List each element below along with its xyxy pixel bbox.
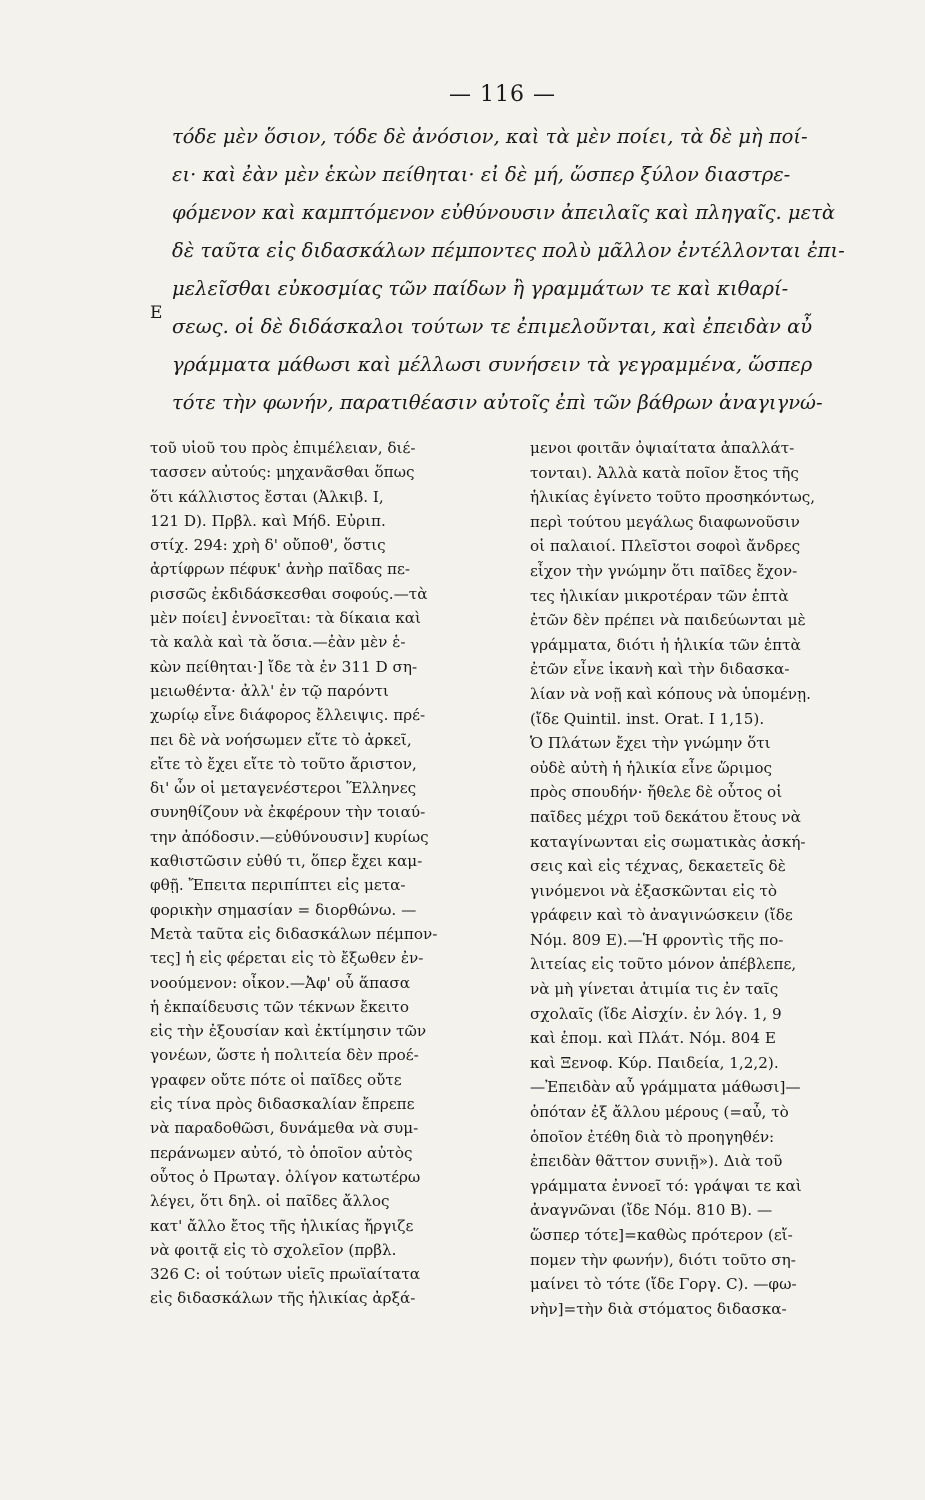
commentary-line: γινόμενοι νὰ ἐξασκῶνται εἰς τὸ xyxy=(530,881,778,900)
commentary-line: γραφεν οὔτε πότε οἱ παῖδες οὔτε xyxy=(150,1070,402,1089)
main-text-line: γράμματα μάθωσι καὶ μέλλωσι συνήσειν τὰ γεγραμμένα, ὥσπερ xyxy=(172,353,813,376)
commentary-line: πρὸς σπουδήν· ἤθελε δὲ οὗτος οἱ xyxy=(530,783,783,802)
commentary-line: ἡ ἐκπαίδευσις τῶν τέκνων ἔκειτο xyxy=(150,997,409,1016)
commentary-line: μενοι φοιτᾶν ὀψιαίτατα ἀπαλλάτ- xyxy=(530,439,795,457)
commentary-line: Μετὰ ταῦτα εἰς διδασκάλων πέμπον- xyxy=(150,924,438,943)
commentary-line: νὴν]=τὴν διὰ στόματος διδασκα- xyxy=(530,1299,787,1318)
commentary-line: ὁποῖον ἐτέθη διὰ τὸ προηγηθέν: xyxy=(530,1127,775,1146)
commentary-line: οὐδὲ αὐτὴ ἡ ἡλικία εἶνε ὥριμος xyxy=(530,758,772,777)
commentary-line: (ἴδε Quintil. inst. Orat. I 1,15). xyxy=(530,709,765,728)
commentary-line: μειωθέντα· ἀλλ' ἐν τῷ παρόντι xyxy=(150,681,389,700)
commentary-line: πει δὲ νὰ νοήσωμεν εἴτε τὸ ἀρκεῖ, xyxy=(150,730,412,749)
commentary-line: καὶ Ξενοφ. Κύρ. Παιδεία, 1,2,2). xyxy=(530,1053,779,1072)
commentary-line: ἐτῶν δὲν πρέπει νὰ παιδεύωνται μὲ xyxy=(530,611,806,630)
commentary-line: ἡλικίας ἐγίνετο τοῦτο προσηκόντως, xyxy=(530,488,816,507)
commentary-line: καὶ ἑπομ. καὶ Πλάτ. Νόμ. 804 E xyxy=(530,1029,776,1048)
commentary-line: τὰ καλὰ καὶ τὰ ὅσια.—ἐὰν μὲν ἑ- xyxy=(150,633,406,652)
main-text-line: φόμενον καὶ καμπτόμενον εὐθύνουσιν ἀπειλαῖς καὶ πληγαῖς. μετὰ xyxy=(172,201,836,224)
commentary-line: καταγίνωνται εἰς σωματικὰς ἀσκή- xyxy=(530,832,806,851)
main-text-block xyxy=(172,118,902,422)
commentary-line: ὁπόταν ἐξ ἄλλου μέρους (=αὖ, τὸ xyxy=(530,1103,789,1122)
commentary-line: λιτείας εἰς τοῦτο μόνον ἀπέβλεπε, xyxy=(530,955,797,974)
commentary-line: νὰ παραδοθῶσι, δυνάμεθα νὰ συμ- xyxy=(150,1119,419,1138)
main-text-line: σεως. οἱ δὲ διδάσκαλοι τούτων τε ἐπιμελοῦνται, καὶ ἐπειδὰν αὖ xyxy=(172,315,813,338)
commentary-line: ὥσπερ τότε]=καθὼς πρότερον (εἴ- xyxy=(530,1226,793,1244)
commentary-line: Ὁ Πλάτων ἔχει τὴν γνώμην ὅτι xyxy=(530,734,771,753)
commentary-line: —Ἐπειδὰν αὖ γράμματα μάθωσι]— xyxy=(530,1078,801,1097)
commentary-line: δι' ὧν οἱ μεταγενέστεροι Ἕλληνες xyxy=(150,779,417,798)
commentary-line: οἱ παλαιοί. Πλεῖστοι σοφοὶ ἄνδρες xyxy=(530,537,801,556)
commentary-line: σχολαῖς (ἴδε Αἰσχίν. ἐν λόγ. 1, 9 xyxy=(530,1004,782,1023)
commentary-line: φθῇ. Ἔπειτα περιπίπτει εἰς μετα- xyxy=(150,876,406,895)
main-text-line: τότε τὴν φωνήν, παρατιθέασιν αὐτοῖς ἐπὶ τῶν βάθρων ἀναγιγνώ- xyxy=(172,391,823,414)
commentary-line: ἀναγνῶναι (ἴδε Νόμ. 810 B). — xyxy=(530,1201,773,1220)
commentary-line: σεις καὶ εἰς τέχνας, δεκαετεῖς δὲ xyxy=(530,857,786,876)
commentary-line: πομεν τὴν φωνήν), διότι τοῦτο ση- xyxy=(530,1250,796,1269)
commentary-line: γράμματα ἐννοεῖ τό: γράψαι τε καὶ xyxy=(530,1176,802,1195)
commentary-line: στίχ. 294: χρὴ δ' οὔποθ', ὅστις xyxy=(150,536,386,555)
commentary-line: εἰς διδασκάλων τῆς ἡλικίας ἀρξά- xyxy=(150,1289,416,1308)
commentary-line: ἐτῶν εἶνε ἱκανὴ καὶ τὴν διδασκα- xyxy=(530,660,790,679)
main-text-line: τόδε μὲν ὅσιον, τόδε δὲ ἀνόσιον, καὶ τὰ μὲν ποίει, τὰ δὲ μὴ ποί- xyxy=(172,125,808,148)
commentary-line: ρισσῶς ἐκδιδάσκεσθαι σοφούς.—τὰ xyxy=(150,584,428,603)
commentary-line: την ἀπόδοσιν.—εὐθύνουσιν] κυρίως xyxy=(150,827,429,846)
commentary-line: φορικὴν σημασίαν = διορθώνω. — xyxy=(150,900,417,919)
commentary-line: λέγει, ὅτι δηλ. οἱ παῖδες ἄλλος xyxy=(150,1192,390,1211)
commentary-line: γράφειν καὶ τὸ ἀναγινώσκειν (ἴδε xyxy=(530,906,793,925)
commentary-line: εἶχον τὴν γνώμην ὅτι παῖδες ἔχον- xyxy=(530,561,798,580)
commentary-line: Νόμ. 809 E).—Ἡ φροντὶς τῆς πο- xyxy=(530,930,784,949)
commentary-line: κατ' ἄλλο ἔτος τῆς ἡλικίας ἤργιζε xyxy=(150,1216,414,1235)
commentary-line: εἰς τίνα πρὸς διδασκαλίαν ἔπρεπε xyxy=(150,1095,415,1114)
main-text-line: ει· καὶ ἐὰν μὲν ἑκὼν πείθηται· εἰ δὲ μή, ὥσπερ ξύλον διαστρε- xyxy=(172,163,791,186)
commentary-line: οὗτος ὁ Πρωταγ. ὀλίγον κατωτέρω xyxy=(150,1167,421,1186)
commentary-line: ἀρτίφρων πέφυκ' ἀνὴρ παῖδας πε- xyxy=(150,560,411,579)
commentary-line: 326 C: οἱ τούτων υἱεῖς πρωϊαίτατα xyxy=(150,1265,421,1284)
commentary-line: μὲν ποίει] ἐννοεῖται: τὰ δίκαια καὶ xyxy=(150,609,421,628)
commentary-line: τες] ἡ εἰς φέρεται εἰς τὸ ἔξωθεν ἐν- xyxy=(150,949,424,968)
commentary-line: ὅτι κάλλιστος ἔσται (Ἀλκιβ. I, xyxy=(150,487,384,506)
commentary-line: εἴτε τὸ ἔχει εἴτε τὸ τοῦτο ἄριστον, xyxy=(150,754,417,773)
page-number: — 116 — xyxy=(449,82,556,107)
commentary-line: νὰ φοιτᾷ εἰς τὸ σχολεῖον (πρβλ. xyxy=(150,1240,397,1259)
commentary-line: τασσεν αὐτούς: μηχανᾶσθαι ὅπως xyxy=(150,463,415,482)
commentary-line: τες ἡλικίαν μικροτέραν τῶν ἑπτὰ xyxy=(530,586,789,605)
main-text-line: δὲ ταῦτα εἰς διδασκάλων πέμποντες πολὺ μᾶλλον ἐντέλλονται ἐπι- xyxy=(172,239,845,262)
commentary-line: μαίνει τὸ τότε (ἴδε Γοργ. C). —φω- xyxy=(530,1275,797,1294)
main-text-line: μελεῖσθαι εὐκοσμίας τῶν παίδων ἢ γραμμάτων τε καὶ κιθαρί- xyxy=(172,277,789,300)
commentary-line: νοούμενον: οἶκον.—Ἀφ' οὗ ἅπασα xyxy=(150,973,410,992)
commentary-left-column xyxy=(150,436,500,1311)
commentary-line: νὰ μὴ γίνεται ἀτιμία τις ἐν ταῖς xyxy=(530,980,779,999)
commentary-line: καθιστῶσιν εὐθύ τι, ὅπερ ἔχει καμ- xyxy=(150,852,423,871)
margin-section-marker: E xyxy=(150,303,163,323)
commentary-line: χωρίῳ εἶνε διάφορος ἔλλειψις. πρέ- xyxy=(150,706,426,725)
commentary-line: 121 D). Πρβλ. καὶ Μήδ. Εὐριπ. xyxy=(150,511,386,530)
commentary-line: κὼν πείθηται·] ἴδε τὰ ἐν 311 D ση- xyxy=(150,657,418,676)
commentary-line: ἐπειδὰν θᾶττον συνιῇ»). Διὰ τοῦ xyxy=(530,1152,783,1171)
commentary-line: λίαν νὰ νοῇ καὶ κόπους νὰ ὑπομένῃ. xyxy=(530,684,811,703)
commentary-line: συνηθίζουν νὰ ἐκφέρουν τὴν τοιαύ- xyxy=(150,803,426,822)
commentary-line: εἰς τὴν ἐξουσίαν καὶ ἐκτίμησιν τῶν xyxy=(150,1022,427,1041)
commentary-line: περάνωμεν αὐτό, τὸ ὁποῖον αὐτὸς xyxy=(150,1143,413,1162)
commentary-line: γράμματα, διότι ἡ ἡλικία τῶν ἑπτὰ xyxy=(530,635,801,654)
commentary-line: τοῦ υἱοῦ του πρὸς ἐπιμέλειαν, διέ- xyxy=(150,439,416,457)
commentary-line: περὶ τούτου μεγάλως διαφωνοῦσιν xyxy=(530,512,800,531)
commentary-right-column xyxy=(530,436,890,1321)
commentary-line: τονται). Ἀλλὰ κατὰ ποῖον ἔτος τῆς xyxy=(530,463,799,482)
commentary-line: γονέων, ὥστε ἡ πολιτεία δὲν προέ- xyxy=(150,1046,419,1065)
commentary-line: παῖδες μέχρι τοῦ δεκάτου ἔτους νὰ xyxy=(530,807,801,826)
